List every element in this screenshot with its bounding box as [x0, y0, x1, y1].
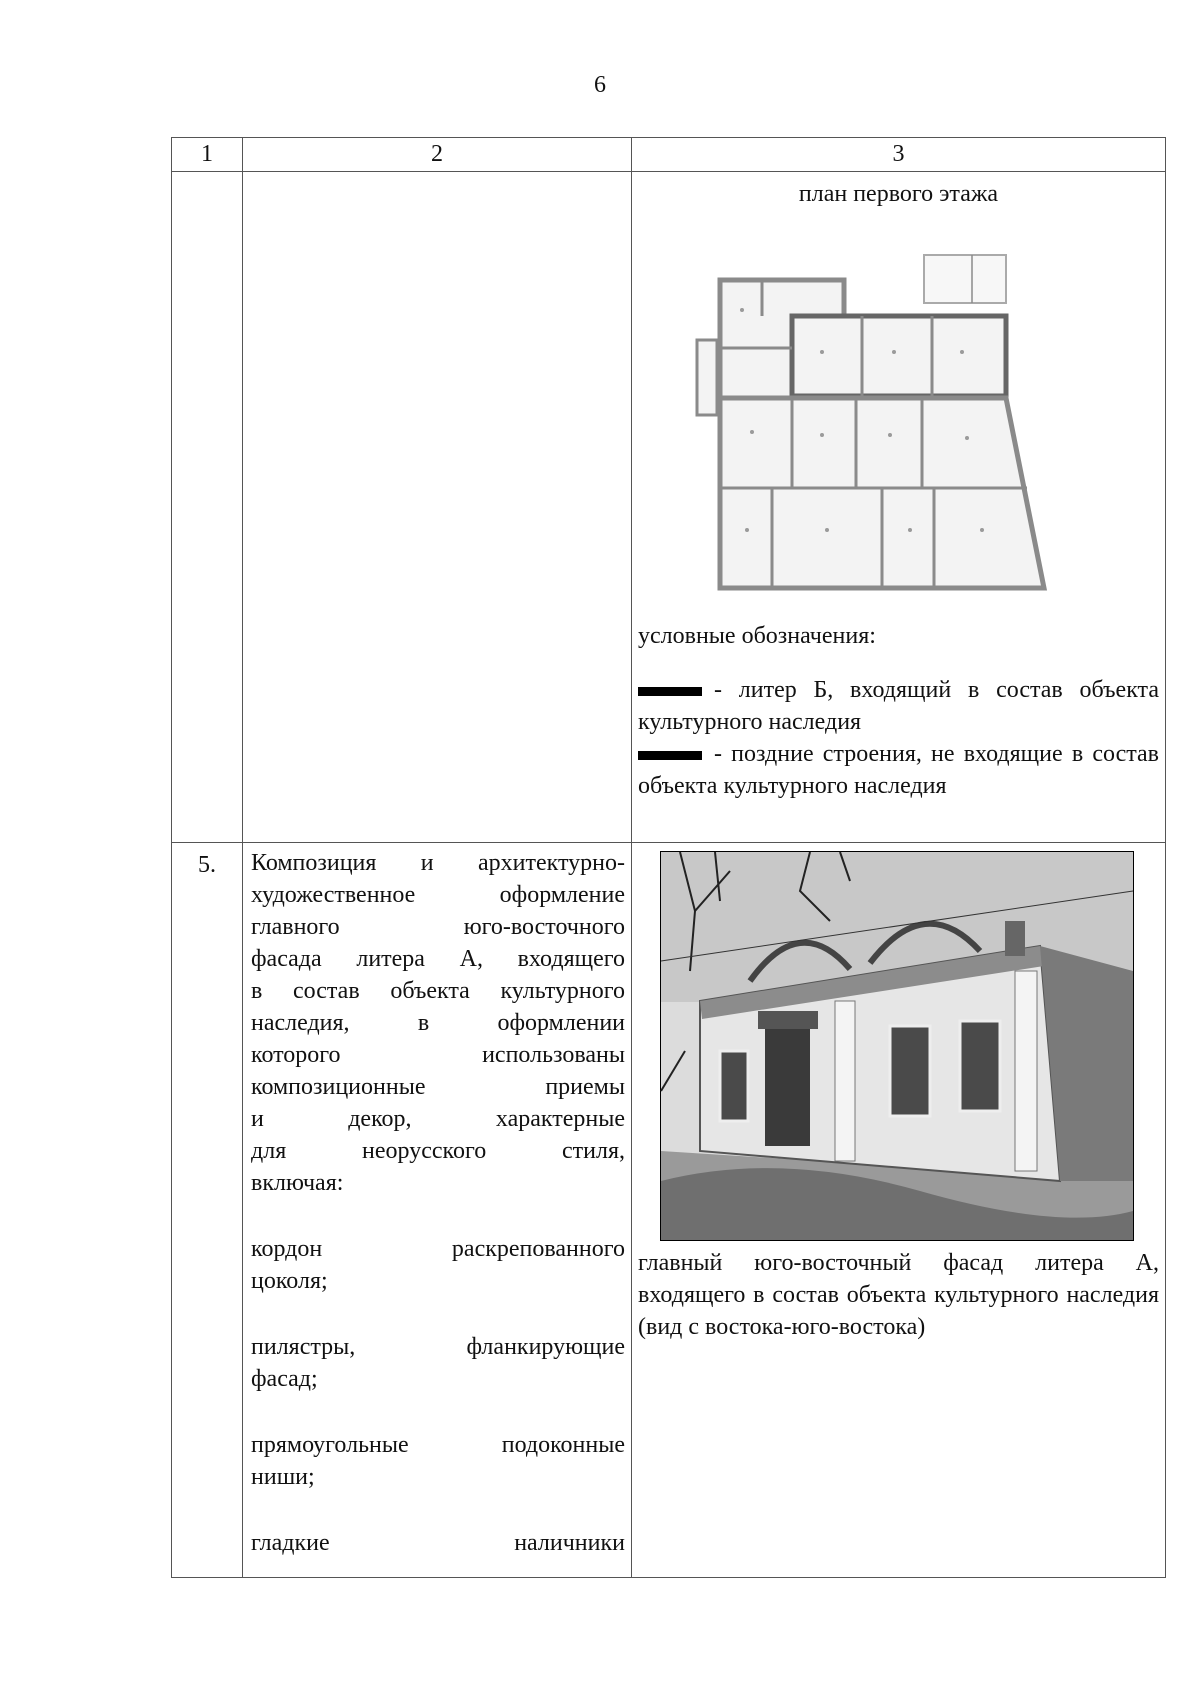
legend-title: условные обозначения: [638, 623, 876, 649]
row-description-cell [243, 843, 632, 1578]
feature-item-line: кордон раскрепованного [251, 1236, 625, 1262]
table-row [172, 843, 1166, 1578]
description-line: для неорусского стиля, [251, 1138, 625, 1164]
legend [632, 674, 1165, 802]
feature-item-line: ниши; [251, 1464, 315, 1490]
legend-item [638, 738, 1159, 802]
description-line: главного юго-восточного [251, 914, 625, 940]
legend-label: - поздние строения, не входящие в состав объекта культурного наследия [638, 741, 1159, 799]
description-line: включая: [251, 1170, 344, 1196]
feature-item-line: гладкие наличники [251, 1530, 625, 1556]
legend-swatch-late-buildings [638, 751, 702, 760]
floor-plan-drawing [632, 210, 1166, 620]
heritage-table [171, 137, 1166, 1578]
description-line: наследия, в оформлении [251, 1010, 625, 1036]
feature-item-line: прямоугольные подоконные [251, 1432, 625, 1458]
row-number-cell [172, 172, 243, 843]
facade-photo [660, 851, 1134, 1241]
floor-plan-image [632, 210, 1166, 620]
plan-caption: план первого этажа [798, 181, 999, 207]
photo-caption: главный юго-восточный фасад литера А, входящего в состав объекта культурного наследия (вид с востока-юго-востока) [638, 1250, 1159, 1340]
feature-item-line: пилястры, фланкирующие [251, 1334, 625, 1360]
feature-item-line: цоколя; [251, 1268, 328, 1294]
row-illustration-cell [632, 843, 1166, 1578]
description-line: композиционные приемы [251, 1074, 625, 1100]
table-header-row [172, 138, 1166, 172]
header-col-1: 1 [172, 138, 243, 172]
description-line: которого использованы [251, 1042, 625, 1068]
header-col-2: 2 [243, 138, 632, 172]
row-description-cell [243, 172, 632, 843]
page-number: 6 [594, 72, 606, 98]
facade-photo-image [660, 851, 1134, 1241]
table-row [172, 172, 1166, 843]
legend-swatch-liter-b [638, 687, 702, 696]
description-line: художественное оформление [251, 882, 625, 908]
legend-item [638, 674, 1159, 738]
row-illustration-cell [632, 172, 1166, 843]
description-line: в состав объекта культурного [251, 978, 625, 1004]
header-col-3: 3 [632, 138, 1166, 172]
legend-label: - литер Б, входящий в состав объекта культурного наследия [638, 677, 1159, 735]
row-number-cell: 5. [172, 843, 243, 1578]
description-line: фасада литера А, входящего [251, 946, 625, 972]
description-line: Композиция и архитектурно- [251, 850, 625, 876]
description-line: и декор, характерные [251, 1106, 625, 1132]
feature-item-line: фасад; [251, 1366, 318, 1392]
